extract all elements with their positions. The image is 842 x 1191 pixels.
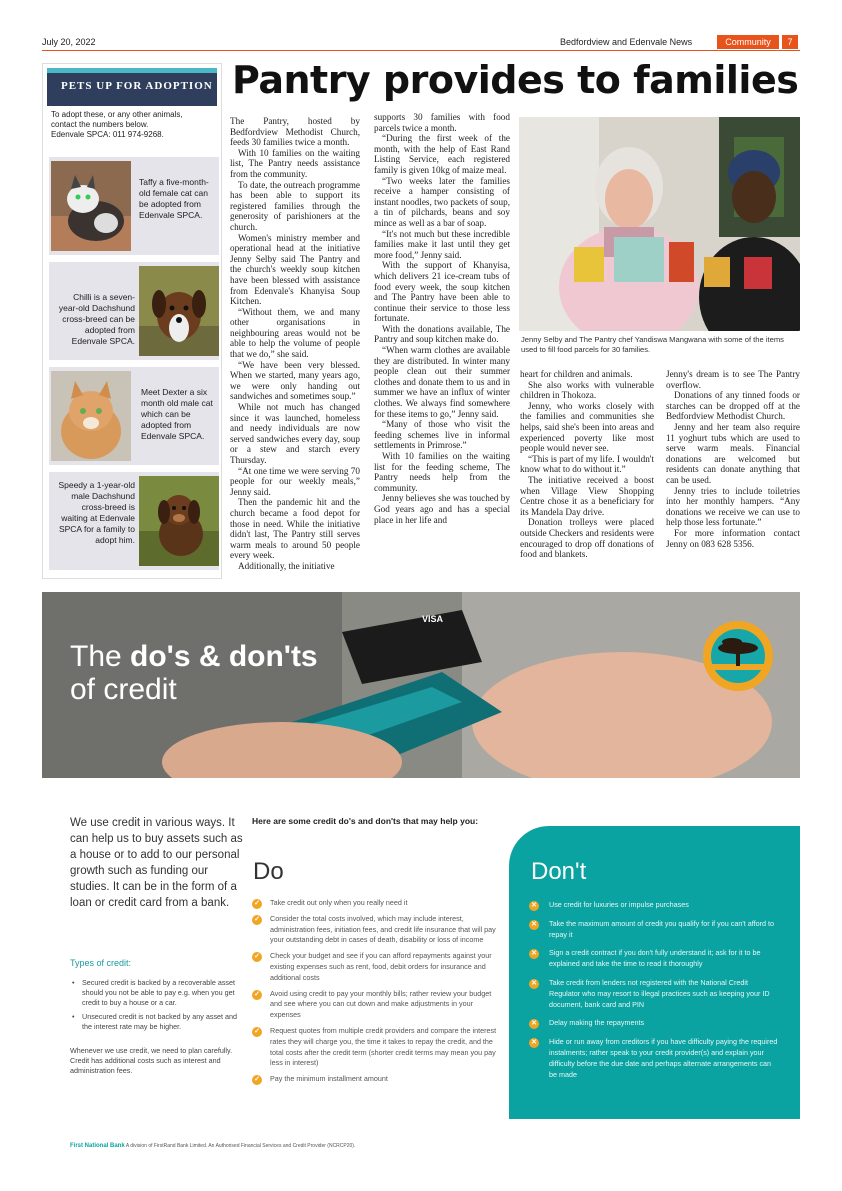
- dont-heading: Don't: [531, 858, 587, 885]
- do-list: [252, 898, 502, 1090]
- footer-brand: First National Bank: [70, 1143, 125, 1149]
- list-item-text: Request quotes from multiple credit providers and compare the interest rates they will charge you, the time it takes to repay the credit, and the total costs after the credit term (shorter credit terms may mean you pay less in interest): [270, 1025, 497, 1068]
- list-item: [529, 948, 779, 970]
- article-column-2: [374, 112, 510, 525]
- pets-intro-phone: Edenvale SPCA: 011 974-9268.: [51, 130, 164, 139]
- article-paragraph: Jenny's dream is to see The Pantry overflow.: [666, 369, 800, 390]
- pet-description: Meet Dexter a six month old male cat which can be adopted from Edenvale SPCA.: [141, 387, 213, 441]
- list-item: • Secured credit is backed by a recoverable asset should you not be able to pay e.g. when you get credit to buy a house or a car.: [72, 978, 247, 1008]
- article-paragraph: Women's ministry member and operational head at the initiative Jenny Selby said The Pantry and the church's weekly soup kitchen have been blessed with assistance from Edenvale's Khanyisa Soup Kitchen.: [230, 232, 360, 307]
- dont-list: [529, 900, 779, 1088]
- article-paragraph: “Many of those who visit the feeding schemes live in informal settlements in Primrose.”: [374, 419, 510, 451]
- check-icon: ✓: [252, 899, 262, 909]
- do-heading: Do: [253, 858, 284, 885]
- pet-card-speedy: [49, 472, 219, 570]
- article-paragraph: With 10 families on the waiting list, The Pantry needs assistance from the community.: [230, 147, 360, 179]
- check-icon: ✓: [252, 1075, 262, 1085]
- list-item: [252, 1074, 502, 1085]
- list-item-text: Avoid using credit to pay your monthly bills; rather review your budget and see where you can cut down and make adjustments in your expenses: [270, 988, 492, 1020]
- cross-icon: ✕: [529, 1019, 539, 1029]
- credit-intro: We use credit in various ways. It can help us to buy assets such as a house or to add to our personal growth such as funding our studies. It can be in the form of a loan or credit card from a bank.: [70, 817, 243, 909]
- cross-icon: ✕: [529, 979, 539, 989]
- article-paragraph: Additionally, the initiative: [238, 560, 335, 571]
- article-column-3: [520, 369, 654, 560]
- dos-donts-intro: Here are some credit do's and don'ts that may help you:: [252, 816, 479, 826]
- article-paragraph: With 10 families on the waiting list for the feeding scheme, The Pantry needs help from the community.: [374, 451, 510, 493]
- check-icon: ✓: [252, 990, 262, 1000]
- list-item-text: Take credit from lenders not registered with the National Credit Regulator who may resort to illegal practices such as keeping your ID document, bank card and PIN: [549, 977, 770, 1009]
- pet-description: Taffy a five-month-old female cat can be adopted from Edenvale SPCA.: [139, 177, 209, 220]
- cross-icon: ✕: [529, 920, 539, 930]
- list-item: • Unsecured credit is not backed by any asset and the interest rate may be higher.: [72, 1012, 247, 1032]
- article-paragraph: supports 30 families with food parcels twice a month.: [374, 112, 510, 133]
- article-paragraph: The Pantry, hosted by Bedfordview Methodist Church, feeds 30 families twice a month.: [230, 116, 360, 148]
- article-paragraph: To date, the outreach programme has been able to support its registered families through the generosity of parishioners at the church.: [230, 179, 360, 232]
- article-paragraph: Jenny believes she was touched by God years ago and has a special place in her life and: [374, 493, 510, 525]
- footer-disclaimer: A division of FirstRand Bank Limited. An Authorised Financial Services and Credit Provider (NCRCP20).: [125, 1143, 356, 1149]
- article-paragraph: Donations of any tinned foods or starches can be dropped off at the Bedfordview Methodist Church.: [666, 390, 800, 422]
- dog-photo: [139, 476, 219, 566]
- ad-title-part: of credit: [70, 673, 177, 706]
- types-note: Whenever we use credit, we need to plan carefully. Credit has additional costs such as interest and administration fees.: [70, 1046, 233, 1075]
- list-item-text: Hide or run away from creditors if you have difficulty paying the required instalments; rather speak to your credit provider(s) and explain your difficulty before the due date and perhaps alternate arrangements can be made: [549, 1037, 778, 1079]
- list-item: [252, 951, 502, 983]
- article-paragraph: Jenny and her team also require 11 yoghurt tubs which are used to serve warm meals. Financial donations are welcomed but residents can donate anything that can be used.: [666, 421, 800, 485]
- page-number: 7: [782, 35, 798, 49]
- article-paragraph: “When warm clothes are available they are distributed. In winter many people clean out their summer clothes and donate them to us and in summer we have an influx of winter clothes. We always find somewhere for these items to go,” Jenny said.: [374, 345, 510, 419]
- pet-description: Chilli is a seven-year-old Dachshund cross-breed can be adopted from Edenvale SPCA.: [58, 292, 135, 346]
- article-paragraph: Jenny tries to include toiletries into her monthly hampers. “Any donations we receive we can use to help those less fortunate.”: [666, 485, 800, 528]
- pet-card-taffy: [49, 157, 219, 255]
- cross-icon: ✕: [529, 1038, 539, 1048]
- pets-adoption-box: [42, 63, 222, 579]
- ad-title-bold: do's & don'ts: [130, 640, 318, 673]
- article-paragraph: “This is part of my life. I wouldn't know what to do without it.”: [520, 453, 654, 475]
- article-paragraph: While not much has changed since it was launched, homeless and needy individuals are now served sandwiches every day, soup or a stew and starch every Thursday.: [230, 402, 360, 465]
- article-paragraph: heart for children and animals.: [520, 369, 633, 379]
- section-label: Community: [717, 35, 779, 49]
- list-item-text: Consider the total costs involved, which may include interest, administration fees, initiation fees, and credit life insurance that will pay your outstanding debt in cases of death, disability or loss of income: [270, 913, 496, 945]
- pets-intro-line: To adopt these, or any other animals,: [51, 110, 183, 119]
- article-paragraph: For more information contact Jenny on 083 628 5356.: [666, 527, 800, 549]
- cat-photo: [51, 371, 131, 461]
- article-paragraph: With the support of Khanyisa, which delivers 21 ice-cream tubs of food every week, the soup kitchen and The Pantry have been able to continue their service to those less fortunate.: [374, 260, 510, 324]
- issue-date: July 20, 2022: [42, 37, 96, 47]
- pets-intro: [51, 110, 221, 140]
- article-paragraph: “Without them, we and many other organisations in neighbouring areas would not be able to help the volume of people that we do,” she said.: [230, 306, 360, 360]
- ad-title: [70, 640, 318, 706]
- ad-title-part: The: [70, 640, 131, 673]
- article-paragraph: Then the pandemic hit and the church became a food depot for those in need. While the initiative didn't last, The Pantry still serves warm meals to around 50 people every week.: [230, 497, 360, 561]
- list-item: [529, 900, 779, 911]
- article-column-4: [666, 369, 800, 549]
- article-column-1: [230, 116, 360, 572]
- article-paragraph: “At one time we were serving 70 people for our weekly meals,” Jenny said.: [230, 465, 360, 497]
- pets-heading: PETS UP FOR ADOPTION: [47, 68, 217, 106]
- article-paragraph: Jenny, who works closely with the families and communities she helps, said she's been into areas and experienced poverty like most people would never see.: [520, 400, 654, 454]
- article-paragraph: She also works with vulnerable children in Thokoza.: [520, 379, 654, 401]
- cross-icon: ✕: [529, 901, 539, 911]
- article-paragraph: With the donations available, The Pantry and soup kitchen make do.: [374, 323, 510, 345]
- dont-panel: [509, 826, 800, 1119]
- list-item: [252, 1026, 502, 1069]
- list-item-text: Use credit for luxuries or impulse purchases: [549, 900, 689, 909]
- list-item: [529, 1018, 779, 1029]
- list-item-text: Take the maximum amount of credit you qualify for if you can't afford to repay it: [549, 918, 774, 939]
- card-brand: VISA: [422, 614, 444, 624]
- pet-card-dexter: [49, 367, 219, 465]
- article-paragraph: “Two weeks later the families receive a hamper consisting of instant noodles, two packets of soup, a tin of pilchards, beans and soy mince as well as a bar of soap.: [374, 175, 510, 228]
- check-icon: ✓: [252, 952, 262, 962]
- article-paragraph: Donation trolleys were placed outside Checkers and residents were encouraged to drop off donations of food and blankets.: [520, 517, 654, 560]
- article-paragraph: “It's not much but these incredible families make it last until they get more food,” Jenny said.: [374, 228, 510, 260]
- list-item: [252, 914, 502, 946]
- list-item: [529, 978, 779, 1010]
- types-of-credit-list: [72, 978, 247, 1036]
- article-paragraph: The initiative received a boost when Village View Shopping Centre chose it as a beneficiary for its Mandela Day drive.: [520, 474, 654, 517]
- article-photo: [519, 117, 800, 331]
- check-icon: ✓: [252, 1027, 262, 1037]
- cross-icon: ✕: [529, 949, 539, 959]
- list-item-text: Pay the minimum installment amount: [270, 1074, 388, 1084]
- article-paragraph: “We have been very blessed. When we started, many years ago, we were only handing out sandwiches and sometimes soup.”: [230, 359, 360, 402]
- fnb-logo-icon: [702, 620, 774, 692]
- list-item: [252, 989, 502, 1021]
- pet-card-chilli: [49, 262, 219, 360]
- list-item-text: Delay making the repayments: [549, 1018, 645, 1028]
- list-item-text: Sign a credit contract if you don't fully understand it; ask for it to be explained and take the time to read it thoroughly: [549, 948, 761, 969]
- list-item-text: Take credit out only when you really need it: [270, 898, 408, 907]
- article-headline: Pantry provides to families: [232, 58, 799, 102]
- check-icon: ✓: [252, 915, 262, 925]
- list-item: [529, 919, 779, 941]
- ad-footer: [70, 1143, 355, 1149]
- publication-name: Bedfordview and Edenvale News: [560, 37, 693, 47]
- credit-ad-banner: [42, 592, 800, 778]
- header-rule: [42, 50, 800, 51]
- cat-photo: [51, 161, 131, 251]
- dog-photo: [139, 266, 219, 356]
- list-item: [529, 1037, 779, 1080]
- list-item: [252, 898, 502, 909]
- pet-description: Speedy a 1-year-old male Dachshund cross-breed is waiting at Edenvale SPCA for a family to adopt him.: [58, 480, 135, 545]
- photo-caption: Jenny Selby and The Pantry chef Yandiswa Mangwana with some of the items used to fill food parcels for 30 families.: [521, 335, 784, 354]
- article-paragraph: “During the first week of the month, with the help of East Rand Listing Service, each registered family is given 10kg of maize meal.: [374, 133, 510, 175]
- list-item-text: Check your budget and see if you can afford repayments against your existing expenses such as rent, food, debit orders for insurance and additional costs: [270, 951, 492, 982]
- types-of-credit-heading: Types of credit:: [70, 958, 132, 968]
- pets-intro-line: contact the numbers below.: [51, 120, 149, 129]
